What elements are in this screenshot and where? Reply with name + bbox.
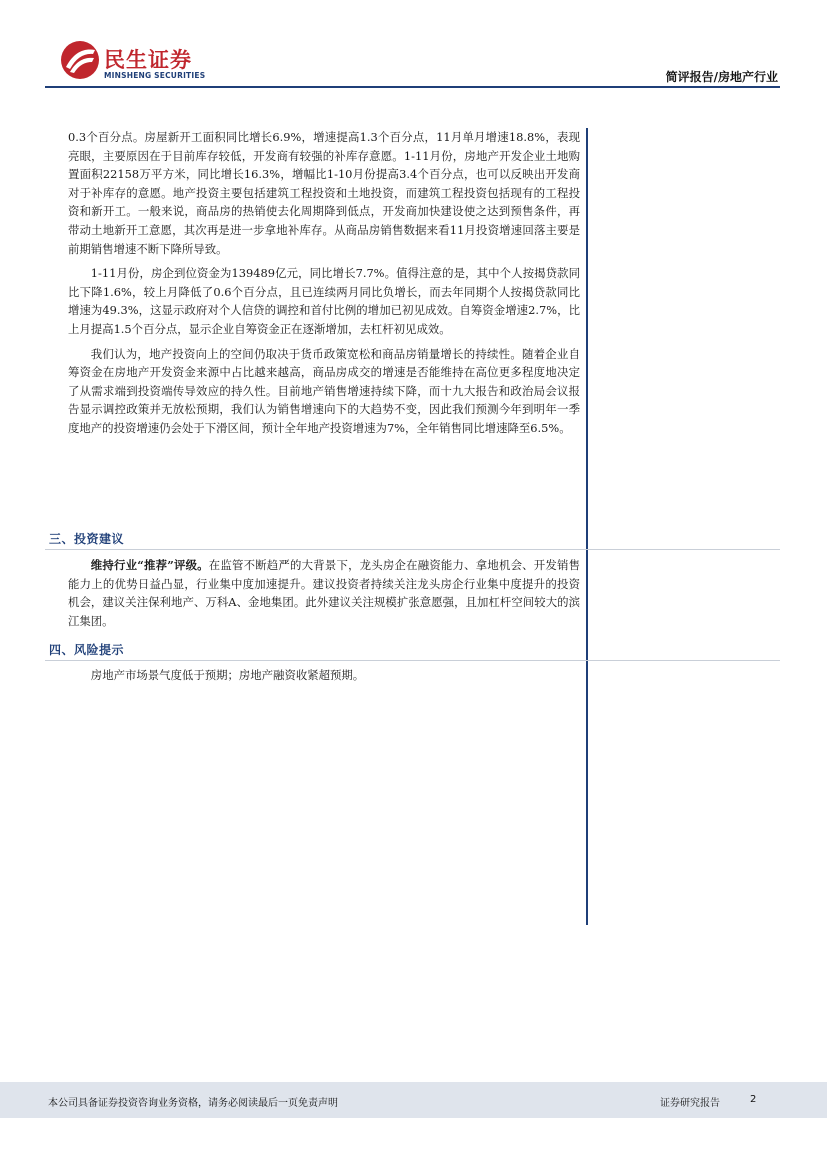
page-number: 2 <box>750 1094 757 1105</box>
paragraph-investment: 0.3个百分点。房屋新开工面积同比增长6.9%，增速提高1.3个百分点，11月单月增速18.8%，表现亮眼，主要原因在于目前库存较低，开发商有较强的补库存意愿。1-11月份，房地产开发企业土地购置面积22158万平方米，同比增长16.3%，增幅比1-10月份提高3.4个百分点，也可以反映出开发商对于补库存的意愿。地产投资主要包括建筑工程投资和土地投资，而建筑工程投资包括现有的工程投资和新开工。一般来说，商品房的热销使去化周期降到低点，开发商加快建设使之达到预售条件，再带动土地新开工意愿，其次再是进一步拿地补库存。从商品房销售数据来看11月投资增速回落主要是前期销售增速不断下降所导致。 <box>68 130 580 256</box>
report-category: 简评报告/房地产行业 <box>665 70 778 84</box>
minsheng-logo-icon <box>60 40 100 80</box>
brand-name-cn: 民生证券 <box>104 48 192 72</box>
footer-doc-type: 证券研究报告 <box>660 1098 720 1109</box>
section-title-risk: 四、风险提示 <box>49 643 125 657</box>
risk-block <box>68 666 580 685</box>
investment-advice-text <box>68 556 580 630</box>
investment-advice-block <box>68 556 580 630</box>
header-divider <box>45 86 780 88</box>
risk-text: 房地产市场景气度低于预期；房地产融资收紧超预期。 <box>90 668 365 682</box>
investment-advice-body: 在监管不断趋严的大背景下，龙头房企在融资能力、拿地机会、开发销售能力上的优势日益凸显，行业集中度加速提升。建议投资者持续关注龙头房企行业集中度提升的投资机会，建议关注保利地产、万科A、金地集团。此外建议关注规模扩张意愿强，且加杠杆空间较大的滨江集团。 <box>68 558 580 628</box>
paragraph-outlook: 我们认为，地产投资向上的空间仍取决于货币政策宽松和商品房销量增长的持续性。随着企业自筹资金在房地产开发资金来源中占比越来越高，商品房成交的增速是否能维持在高位更多程度地决定了从需求端到投资端传导效应的持久性。目前地产销售增速持续下降，而十九大报告和政治局会议报告显示调控政策并无放松预期，我们认为销售增速向下的大趋势不变，因此我们预测今年到明年一季度地产的投资增速仍会处于下滑区间，预计全年地产投资增速为7%，全年销售同比增速降至6.5%。 <box>68 346 580 435</box>
rating-lead: 维持行业“推荐”评级。 <box>90 558 209 572</box>
paragraph-funding: 1-11月份，房企到位资金为139489亿元，同比增长7.7%。值得注意的是，其中个人按揭贷款同比下降1.6%，较上月降低了0.6个百分点，且已连续两月同比负增长，而去年同期个人按揭贷款同比增速为49.3%，这显示政府对个人信贷的调控和首付比例的增加已初见成效。自筹资金增速2.7%，比上月提高1.5个百分点，显示企业自筹资金正在逐渐增加，去杠杆初见成效。 <box>68 266 580 336</box>
brand-name-en: MINSHENG SECURITIES <box>104 71 206 80</box>
column-divider <box>586 128 588 925</box>
section-divider <box>45 660 780 661</box>
report-body <box>68 128 580 438</box>
page-footer <box>0 1082 827 1118</box>
section-divider <box>45 549 780 550</box>
section-title-investment-advice: 三、投资建议 <box>49 532 125 546</box>
page-header <box>0 0 827 96</box>
footer-disclaimer: 本公司具备证券投资咨询业务资格，请务必阅读最后一页免责声明 <box>48 1098 338 1109</box>
